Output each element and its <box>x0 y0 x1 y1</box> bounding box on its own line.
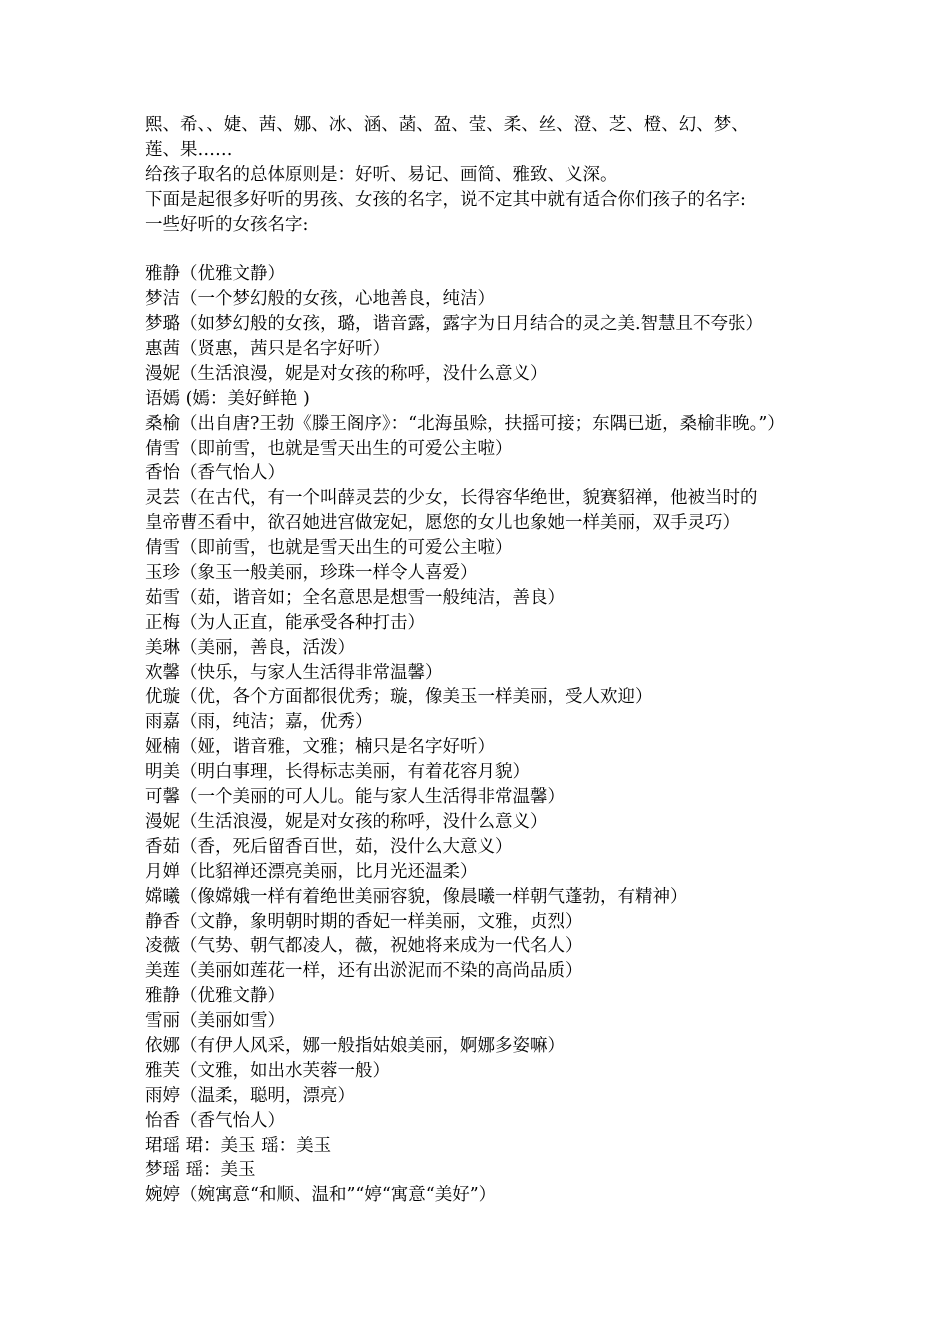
name-entry: 静香（文静，象明朝时期的香妃一样美丽，文雅，贞烈） <box>145 911 583 932</box>
name-entry: 倩雪（即前雪，也就是雪天出生的可爱公主啦） <box>145 538 513 559</box>
name-entry: 雨婷（温柔，聪明，漂亮） <box>145 1085 355 1106</box>
name-entry: 明美（明白事理，长得标志美丽，有着花容月貌） <box>145 762 530 783</box>
name-entry: 正梅（为人正直，能承受各种打击） <box>145 612 425 633</box>
name-entry: 漫妮（生活浪漫，妮是对女孩的称呼，没什么意义） <box>145 811 548 832</box>
name-entry: 优璇（优，各个方面都很优秀；璇，像美玉一样美丽，受人欢迎） <box>145 687 653 708</box>
name-entry: 嫦曦（像嫦娥一样有着绝世美丽容貌，像晨曦一样朝气蓬勃，有精神） <box>145 886 688 907</box>
name-entry: 茹雪（茹，谐音如；全名意思是想雪一般纯洁，善良） <box>145 587 565 608</box>
name-entry: 依娜（有伊人风采，娜一般指姑娘美丽，婀娜多姿嘛） <box>145 1035 565 1056</box>
name-entry: 珺瑶 珺：美玉 瑶：美玉 <box>145 1135 332 1156</box>
name-entry: 倩雪（即前雪，也就是雪天出生的可爱公主啦） <box>145 438 513 459</box>
name-entry: 梦瑶 瑶：美玉 <box>145 1160 256 1181</box>
blank-line <box>145 237 815 262</box>
name-entry: 梦洁（一个梦幻般的女孩，心地善良，纯洁） <box>145 289 495 310</box>
name-entry: 香怡（香气怡人） <box>145 463 285 484</box>
name-entry: 可馨（一个美丽的可人儿。能与家人生活得非常温馨） <box>145 787 565 808</box>
name-entry: 皇帝曹丕看中，欲召她进宫做宠妃，愿您的女儿也象她一样美丽，双手灵巧） <box>145 513 740 534</box>
name-entry: 惠茜（贤惠，茜只是名字好听） <box>145 339 390 360</box>
intro-chars-line-2: 莲、果…… <box>145 139 233 160</box>
name-entry: 雅芙（文雅，如出水芙蓉一般） <box>145 1060 390 1081</box>
name-entry: 娅楠（娅，谐音雅，文雅；楠只是名字好听） <box>145 737 495 758</box>
name-entry: 香茹（香，死后留香百世，茹，没什么大意义） <box>145 836 513 857</box>
name-entry: 玉珍（象玉一般美丽，珍珠一样令人喜爱） <box>145 563 478 584</box>
name-entry: 雅静（优雅文静） <box>145 986 285 1007</box>
intro-lead: 下面是起很多好听的男孩、女孩的名字，说不定其中就有适合你们孩子的名字: <box>145 189 746 210</box>
name-entry: 雪丽（美丽如雪） <box>145 1011 285 1032</box>
name-entry: 欢馨（快乐，与家人生活得非常温馨） <box>145 662 443 683</box>
section-title: 一些好听的女孩名字: <box>145 214 309 235</box>
name-entry: 凌薇（气势、朝气都凌人，薇，祝她将来成为一代名人） <box>145 936 583 957</box>
name-entry: 婉婷（婉寓意“和顺、温和”“婷“寓意“美好”） <box>145 1185 497 1206</box>
naming-principle: 给孩子取名的总体原则是：好听、易记、画简、雅致、义深。 <box>145 164 618 185</box>
name-entry: 美琳（美丽，善良，活泼） <box>145 637 355 658</box>
intro-chars-line-1: 熙、希、、婕、茜、娜、冰、涵、菡、盈、莹、柔、丝、澄、芝、橙、幻、梦、 <box>145 115 749 135</box>
name-entry: 雅静（优雅文静） <box>145 264 285 285</box>
name-entry: 桑榆（出自唐?王勃《滕王阁序》：“北海虽赊，扶摇可接；东隅已逝，桑榆非晚。”） <box>145 413 785 434</box>
name-entry: 漫妮（生活浪漫，妮是对女孩的称呼，没什么意义） <box>145 363 548 384</box>
name-entry: 雨嘉（雨，纯洁；嘉，优秀） <box>145 712 373 733</box>
name-entry: 月婵（比貂禅还漂亮美丽，比月光还温柔） <box>145 861 478 882</box>
name-entry: 灵芸（在古代，有一个叫薛灵芸的少女，长得容华绝世，貌赛貂禅，他被当时的 <box>145 488 758 509</box>
name-entry: 语嫣 (嫣：美好鲜艳 ) <box>145 388 310 409</box>
name-entry: 怡香（香气怡人） <box>145 1110 285 1131</box>
name-entry: 美莲（美丽如莲花一样，还有出淤泥而不染的高尚品质） <box>145 961 583 982</box>
document-page <box>145 113 815 1208</box>
name-entry: 梦璐（如梦幻般的女孩，璐，谐音露，露字为日月结合的灵之美.智慧且不夸张） <box>145 314 764 335</box>
name-list <box>145 262 815 1208</box>
